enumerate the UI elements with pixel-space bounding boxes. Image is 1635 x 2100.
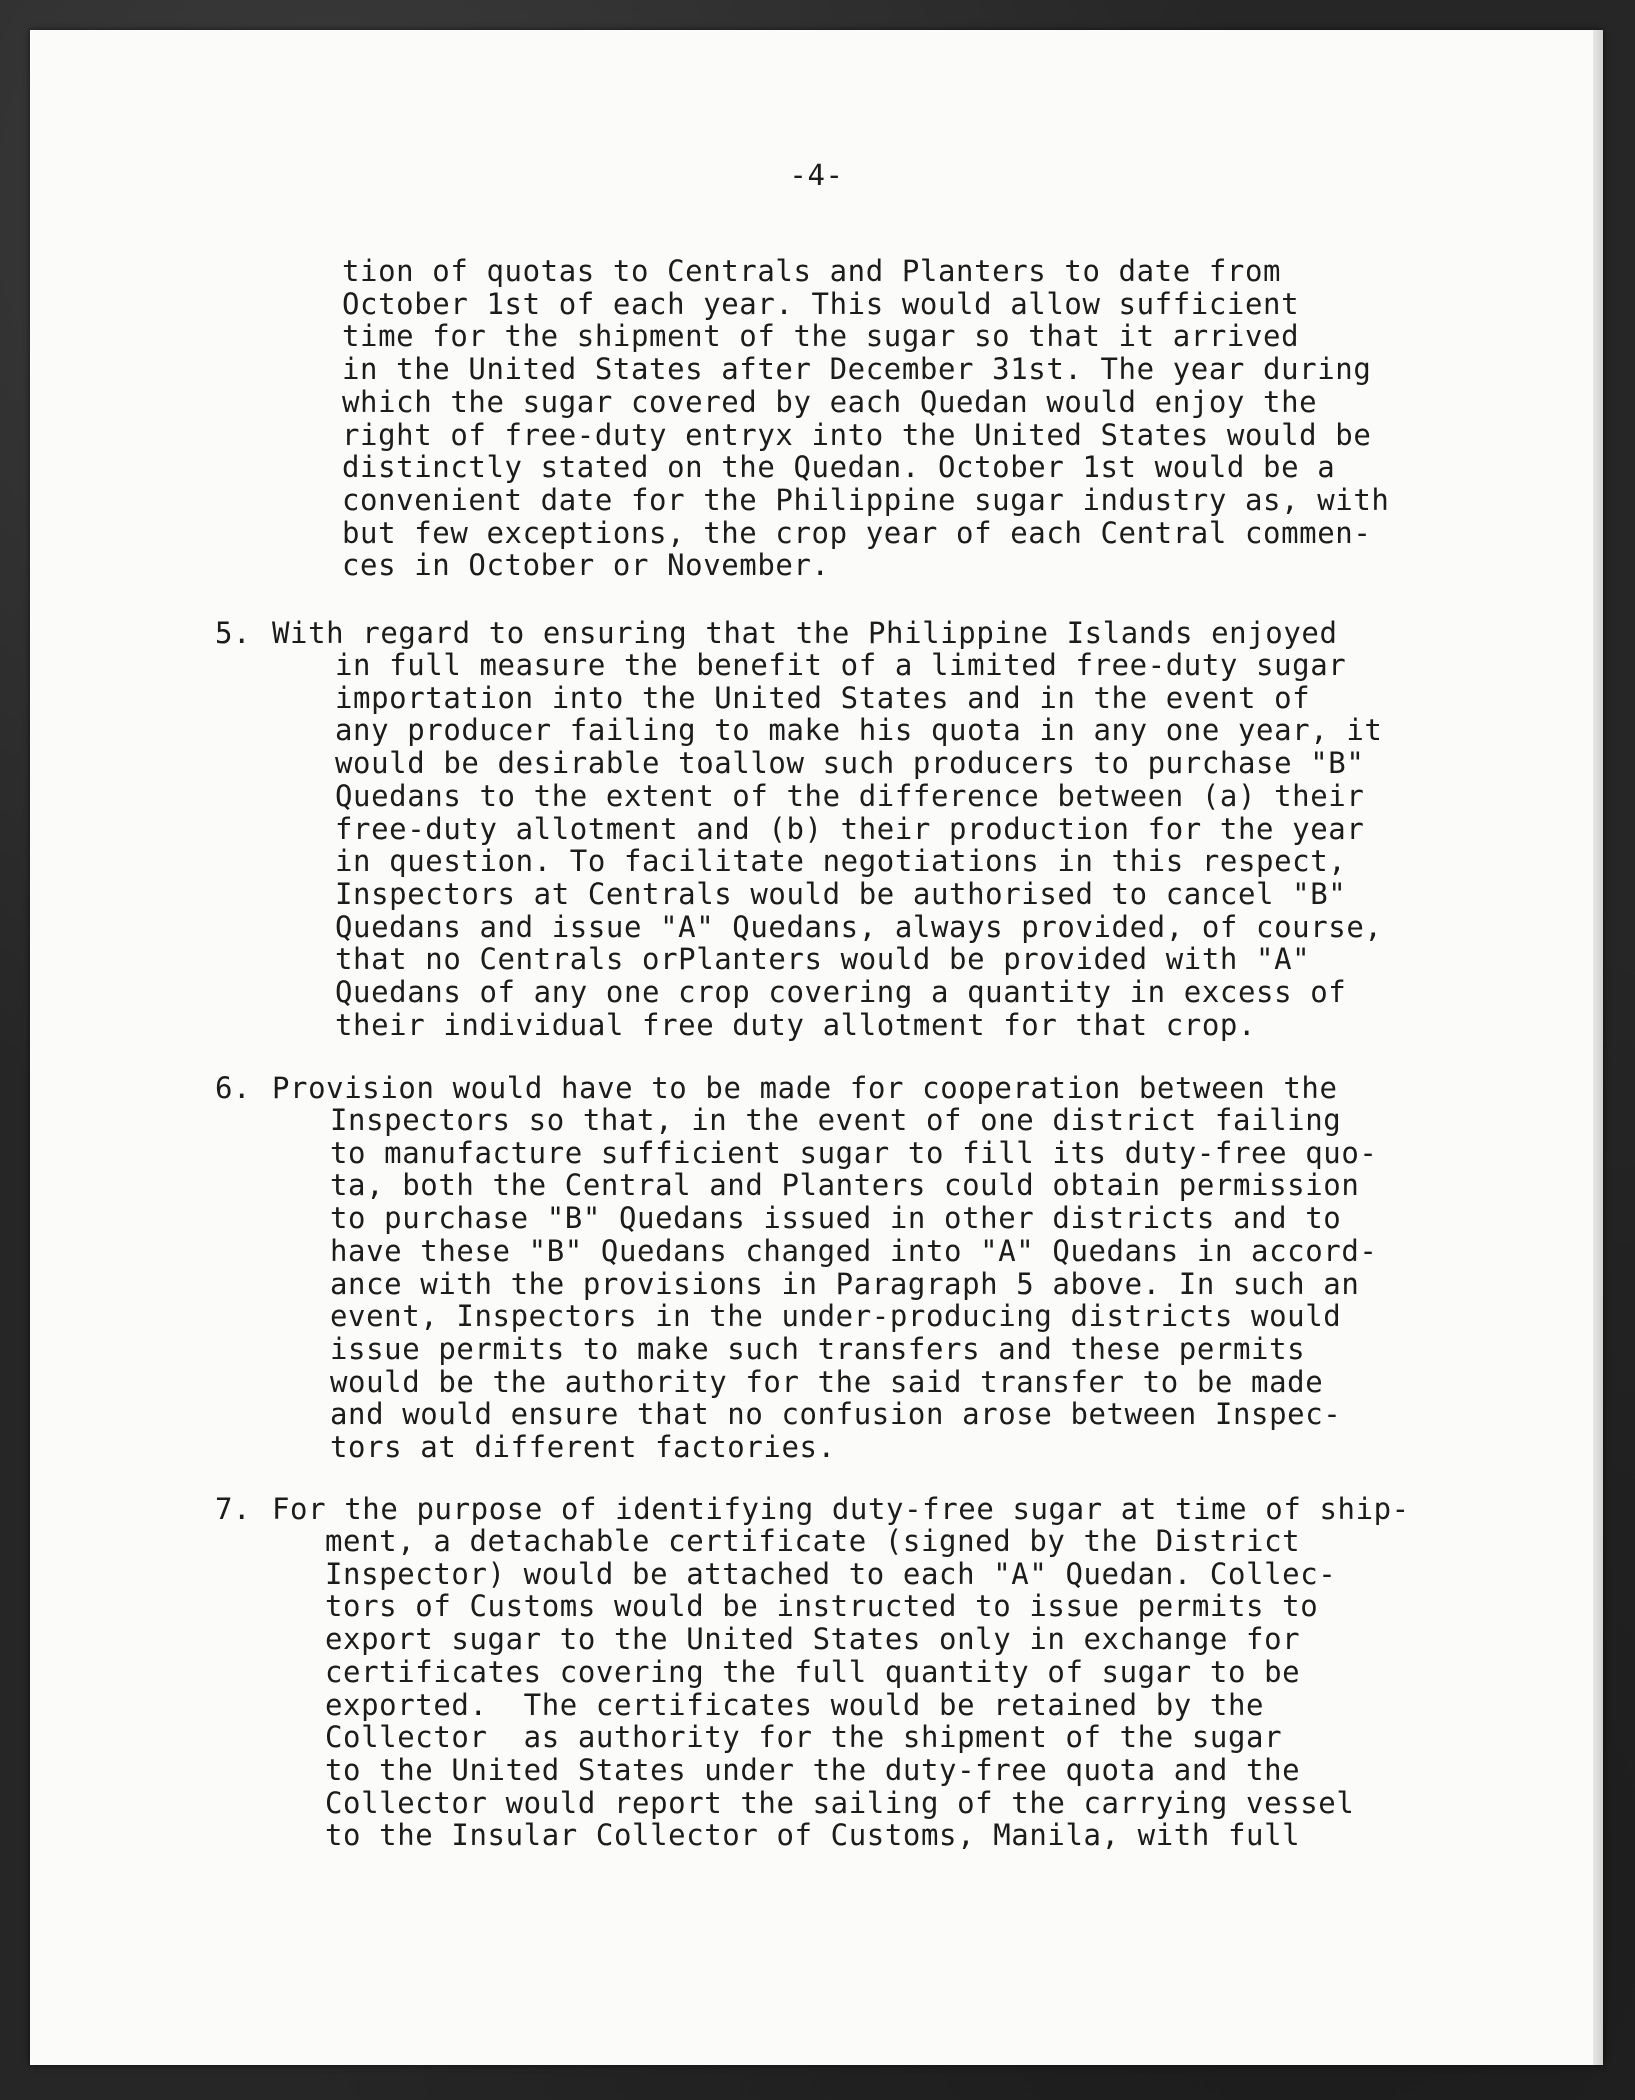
paragraph-7-first-line: For the purpose of identifying duty-free sugar at time of ship- <box>272 1492 1410 1526</box>
paragraph-5-body: in full measure the benefit of a limited free-duty sugar importation into the United States and in the event of any producer failing to make his quota in any one year, it would be desirable toallow such producers to purchase "B" Quedans to the extent of the difference between (a) their free-duty allotment and (b) their production for the year in question. To facilitate negotiations in this respect, Inspectors at Centrals would be authorised to cancel "B" Quedans and issue "A" Quedans, always provided, of course, that no Centrals orPlanters would be provided with "A" Quedans of any one crop covering a quantity in excess of their individual free duty allotment for that crop. <box>335 648 1383 1042</box>
continuation-paragraph: tion of quotas to Centrals and Planters to date from October 1st of each year. This would allow sufficient time for the shipment of the sugar so that it arrived in the United States after December 31st. The year during which the sugar covered by each Quedan would enjoy the right of free-duty entryx into the United States would be distinctly stated on the Quedan. October 1st would be a convenient date for the Philippine sugar industry as, with but few exceptions, the crop year of each Central commen- ces in October or November. <box>342 254 1390 583</box>
paragraph-6-first-line: Provision would have to be made for cooperation between the <box>272 1071 1338 1105</box>
paragraph-6-number: 6. <box>215 1071 252 1105</box>
paragraph-7-body: ment, a detachable certificate (signed by the District Inspector) would be attached to each "A" Quedan. Collec- tors of Customs would be instructed to issue permits to export sugar to the United States only in exchange for certificates covering the full quantity of sugar to be exported. The certificates would be retained by the Collector as authority for the shipment of the sugar to the United States under the duty-free quota and the Collector would report the sailing of the carrying vessel to the Insular Collector of Customs, Manila, with full <box>325 1524 1355 1853</box>
paragraph-6-body: Inspectors so that, in the event of one district failing to manufacture sufficient sugar to fill its duty-free quo- ta, both the Central and Planters could obtain permission to purchase "B" Quedans issued in other districts and to have these "B" Quedans changed into "A" Quedans in accord- ance with the provisions in Paragraph 5 above. In such an event, Inspectors in the under-producing districts would issue permits to make such transfers and these permits would be the authority for the said transfer to be made and would ensure that no confusion arose between Inspec- tors at different factories. <box>330 1103 1378 1465</box>
paragraph-5-number: 5. <box>215 616 252 650</box>
paragraph-7-number: 7. <box>215 1492 252 1526</box>
paragraph-5-first-line: With regard to ensuring that the Philippine Islands enjoyed <box>272 616 1338 650</box>
page-number: -4- <box>789 158 844 192</box>
document-page <box>30 30 1603 2065</box>
